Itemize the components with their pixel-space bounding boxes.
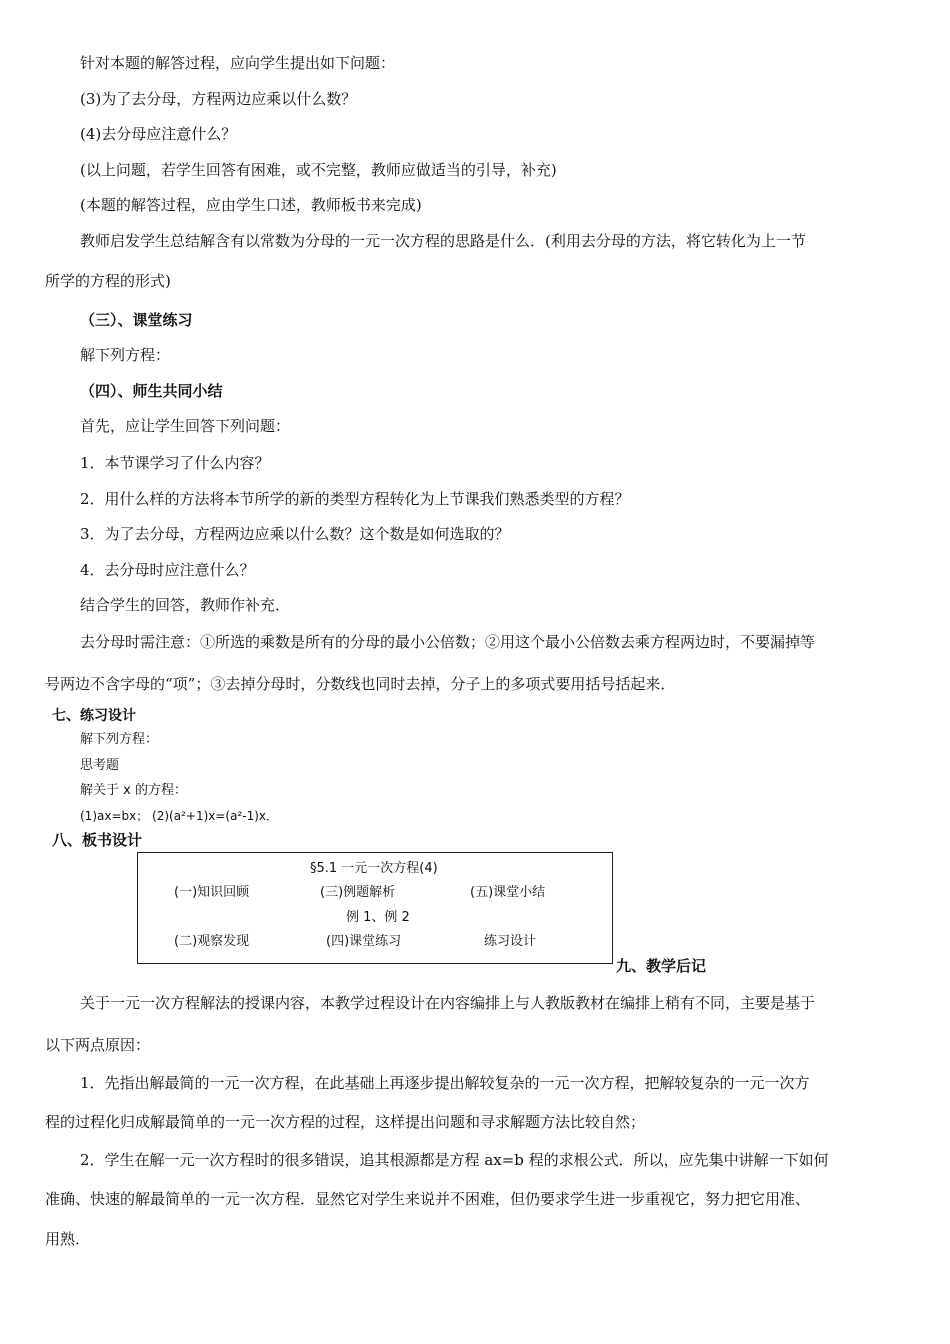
section-heading-exercise: 七、练习设计: [52, 708, 136, 724]
board-design-box: [137, 852, 613, 964]
board-cell: (一)知识回顾: [174, 885, 250, 900]
section-heading-board: 八、板书设计: [52, 831, 143, 849]
paragraph: 首先，应让学生回答下列问题：: [80, 417, 291, 435]
paragraph-continuation: 用熟．: [45, 1230, 91, 1248]
question-3: (3)为了去分母，方程两边应乘以什么数？: [80, 90, 357, 108]
board-cell: (二)观察发现: [174, 934, 250, 949]
paragraph: 1．先指出解最简的一元一次方程，在此基础上再逐步提出解较复杂的一元一次方程，把解较复杂的一元一次方: [80, 1074, 810, 1092]
exercise-line: 思考题: [80, 758, 120, 773]
paragraph: 解下列方程：: [80, 346, 171, 364]
board-cell: (三)例题解析: [320, 885, 396, 900]
list-item: 4．去分母时应注意什么？: [80, 561, 255, 579]
board-cell: (四)课堂练习: [326, 934, 402, 949]
exercise-line: 解关于 x 的方程：: [80, 783, 187, 798]
paragraph: 关于一元一次方程解法的授课内容，本教学过程设计在内容编排上与人教版教材在编排上稍有不同，主要是基于: [80, 994, 816, 1012]
paragraph: (本题的解答过程，应由学生口述，教师板书来完成): [80, 196, 422, 214]
paragraph: 针对本题的解答过程，应向学生提出如下问题：: [80, 54, 396, 72]
paragraph-continuation: 程的过程化归成解最简单的一元一次方程的过程，这样提出问题和寻求解题方法比较自然；: [45, 1113, 646, 1131]
exercise-equations: (1)ax=bx； (2)(a²+1)x=(a²-1)x．: [80, 809, 279, 823]
question-4: (4)去分母应注意什么？: [80, 125, 237, 143]
paragraph-continuation: 以下两点原因：: [45, 1036, 151, 1054]
paragraph-continuation: 号两边不含字母的“项”；③去掉分母时，分数线也同时去掉，分子上的多项式要用括号括起来．: [45, 675, 676, 693]
board-cell: 例 1、例 2: [346, 910, 410, 925]
section-heading-postscript: 九、教学后记: [616, 957, 707, 975]
exercise-line: 解下列方程：: [80, 732, 159, 747]
list-item: 2．用什么样的方法将本节所学的新的类型方程转化为上节课我们熟悉类型的方程？: [80, 490, 630, 508]
board-cell: (五)课堂小结: [470, 885, 546, 900]
paragraph: 教师启发学生总结解含有以常数为分母的一元一次方程的思路是什么．(利用去分母的方法，将它转化为上一节: [80, 232, 806, 250]
paragraph: (以上问题，若学生回答有困难，或不完整，教师应做适当的引导，补充): [80, 161, 557, 179]
board-cell: 练习设计: [484, 934, 537, 949]
list-item: 3．为了去分母，方程两边应乘以什么数？这个数是如何选取的？: [80, 525, 510, 543]
paragraph: 结合学生的回答，教师作补充．: [80, 596, 291, 614]
paragraph-continuation: 所学的方程的形式): [45, 272, 171, 290]
section-heading-summary: （四）、师生共同小结: [80, 382, 223, 400]
paragraph-continuation: 准确、快速的解最简单的一元一次方程．显然它对学生来说并不困难，但仍要求学生进一步重视它，努力把它用准、: [45, 1190, 811, 1208]
list-item: 1．本节课学习了什么内容？: [80, 454, 270, 472]
paragraph: 去分母时需注意：①所选的乘数是所有的分母的最小公倍数；②用这个最小公倍数去乘方程两边时，不要漏掉等: [80, 633, 816, 651]
board-title: §5.1 一元一次方程(4): [310, 861, 438, 876]
section-heading-practice: （三）、课堂练习: [80, 311, 193, 329]
paragraph: 2．学生在解一元一次方程时的很多错误，追其根源都是方程 ax=b 程的求根公式．所以，应先集中讲解一下如何: [80, 1151, 829, 1169]
